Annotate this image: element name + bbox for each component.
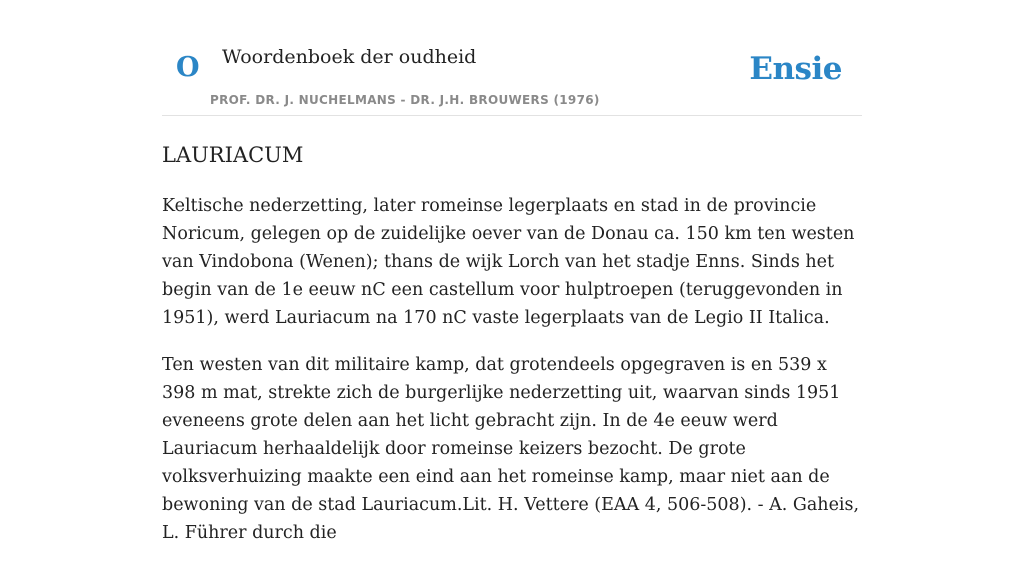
article-title: LAURIACUM	[162, 143, 304, 167]
article-paragraph-1: Keltische nederzetting, later romeinse legerplaats en stad in de provincie Noricum, gelegen op de zuidelijke oever van de Donau ca. 150 km ten westen van Vindobona (Wenen); thans de wijk Lorch van het stadje Enns. Sinds het begin van de 1e eeuw nC een castellum voor hulptroepen (teruggevonden in 1951), werd Lauriacum na 170 nC vaste legerplaats van de Legio II Italica.	[162, 196, 855, 328]
article	[162, 140, 864, 566]
index-letter[interactable]: O	[176, 52, 200, 83]
article-paragraph-2: Ten westen van dit militaire kamp, dat grotendeels opgegraven is en 539 x 398 m mat, strekte zich de burgerlijke nederzetting uit, waarvan sinds 1951 eveneens grote delen aan het licht gebracht zijn. In de 4e eeuw werd Lauriacum herhaaldelijk door romeinse keizers bezocht. De grote volksverhuizing maakte een eind aan het romeinse kamp, maar niet aan de bewoning van de stad Lauriacum.Lit. H. Vettere (EAA 4, 506-508). - A. Gaheis, L. Führer durch die	[162, 355, 860, 543]
ensie-logo[interactable]: Ensie	[749, 51, 842, 87]
book-authors: PROF. DR. J. NUCHELMANS - DR. J.H. BROUWERS (1976)	[210, 93, 600, 107]
book-header	[162, 38, 862, 116]
book-title[interactable]: Woordenboek der oudheid	[222, 46, 477, 68]
